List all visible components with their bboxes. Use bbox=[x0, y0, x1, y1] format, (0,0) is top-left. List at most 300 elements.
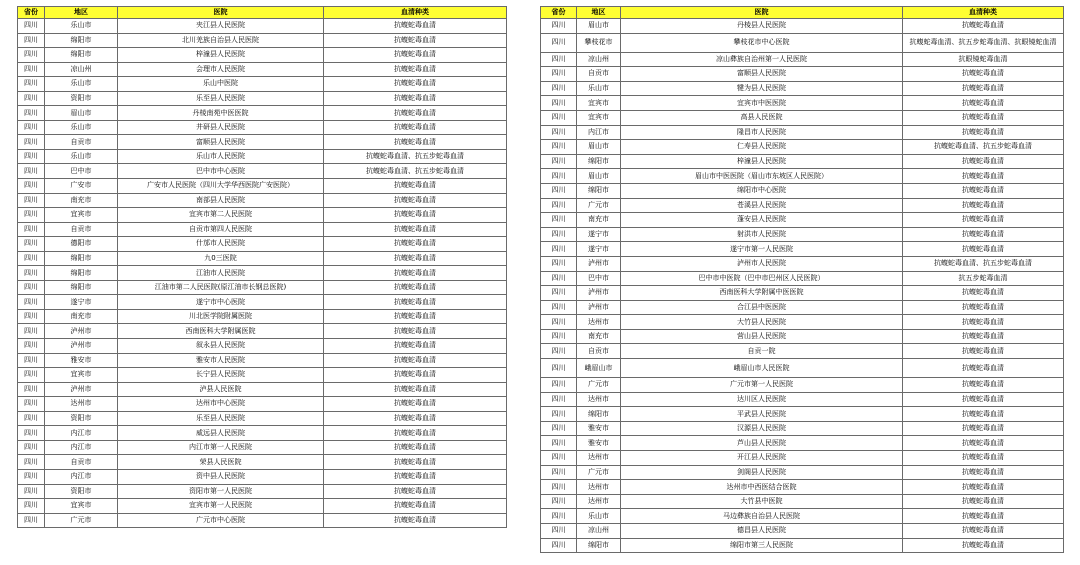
table-row bbox=[541, 480, 1064, 495]
hospital-cell: 梓潼县人民医院 bbox=[118, 48, 324, 63]
province-cell: 四川 bbox=[541, 480, 577, 495]
region-cell: 广元市 bbox=[577, 198, 621, 213]
serum-cell: 抗蝮蛇毒血清 bbox=[324, 135, 507, 150]
table-row bbox=[18, 469, 507, 484]
hospital-cell: 广元市中心医院 bbox=[118, 513, 324, 528]
province-cell: 四川 bbox=[18, 382, 45, 397]
table-row bbox=[541, 169, 1064, 184]
region-cell: 达州市 bbox=[45, 397, 118, 412]
table-row bbox=[541, 359, 1064, 378]
province-cell: 四川 bbox=[541, 198, 577, 213]
serum-cell: 抗蝮蛇毒血清 bbox=[324, 179, 507, 194]
serum-cell: 抗蝮蛇毒血清 bbox=[324, 455, 507, 470]
hospital-cell: 川北医学院附属医院 bbox=[118, 309, 324, 324]
serum-cell: 抗蝮蛇毒血清 bbox=[324, 222, 507, 237]
table-row bbox=[18, 62, 507, 77]
table-row bbox=[541, 213, 1064, 228]
serum-cell: 抗蝮蛇毒血清 bbox=[903, 407, 1064, 422]
serum-cell: 抗蝮蛇毒血清 bbox=[903, 465, 1064, 480]
province-cell: 四川 bbox=[18, 251, 45, 266]
region-cell: 绵阳市 bbox=[45, 280, 118, 295]
region-cell: 绵阳市 bbox=[577, 538, 621, 553]
province-cell: 四川 bbox=[18, 353, 45, 368]
region-cell: 乐山市 bbox=[45, 19, 118, 34]
region-cell: 内江市 bbox=[45, 469, 118, 484]
region-cell: 达州市 bbox=[577, 315, 621, 330]
province-cell: 四川 bbox=[18, 266, 45, 281]
hospital-cell: 开江县人民医院 bbox=[621, 451, 903, 466]
header-region: 地区 bbox=[45, 7, 118, 19]
serum-cell: 抗蝮蛇毒血清 bbox=[903, 19, 1064, 34]
hospital-cell: 剑阁县人民医院 bbox=[621, 465, 903, 480]
serum-cell: 抗蝮蛇毒血清 bbox=[903, 451, 1064, 466]
province-cell: 四川 bbox=[541, 494, 577, 509]
region-cell: 内江市 bbox=[577, 125, 621, 140]
hospital-cell: 广安市人民医院（四川大学华西医院广安医院） bbox=[118, 179, 324, 194]
table-row bbox=[541, 538, 1064, 553]
table-row bbox=[18, 368, 507, 383]
region-cell: 宜宾市 bbox=[45, 499, 118, 514]
table-row bbox=[541, 183, 1064, 198]
table-row bbox=[18, 397, 507, 412]
table-row bbox=[541, 300, 1064, 315]
region-cell: 宜宾市 bbox=[577, 96, 621, 111]
hospital-cell: 营山县人民医院 bbox=[621, 329, 903, 344]
serum-cell: 抗蝮蛇毒血清 bbox=[903, 509, 1064, 524]
region-cell: 凉山州 bbox=[577, 524, 621, 539]
province-cell: 四川 bbox=[541, 421, 577, 436]
serum-cell: 抗蝮蛇毒血清 bbox=[324, 77, 507, 92]
province-cell: 四川 bbox=[18, 295, 45, 310]
region-cell: 广元市 bbox=[577, 378, 621, 393]
province-cell: 四川 bbox=[541, 392, 577, 407]
table-row bbox=[541, 451, 1064, 466]
region-cell: 凉山州 bbox=[45, 62, 118, 77]
table-row bbox=[18, 440, 507, 455]
province-cell: 四川 bbox=[18, 77, 45, 92]
province-cell: 四川 bbox=[541, 451, 577, 466]
serum-cell: 抗蝮蛇毒血清 bbox=[324, 397, 507, 412]
region-cell: 宜宾市 bbox=[577, 110, 621, 125]
hospital-cell: 自贡市第四人民医院 bbox=[118, 222, 324, 237]
hospital-cell: 泸州市人民医院 bbox=[621, 256, 903, 271]
region-cell: 德阳市 bbox=[45, 237, 118, 252]
region-cell: 资阳市 bbox=[45, 91, 118, 106]
serum-cell: 抗蝮蛇毒血清 bbox=[324, 368, 507, 383]
region-cell: 巴中市 bbox=[577, 271, 621, 286]
hospital-cell: 平武县人民医院 bbox=[621, 407, 903, 422]
province-cell: 四川 bbox=[541, 67, 577, 82]
hospital-cell: 汉源县人民医院 bbox=[621, 421, 903, 436]
hospital-cell: 隆昌市人民医院 bbox=[621, 125, 903, 140]
table-row bbox=[541, 140, 1064, 155]
hospital-cell: 达川区人民医院 bbox=[621, 392, 903, 407]
region-cell: 达州市 bbox=[577, 494, 621, 509]
province-cell: 四川 bbox=[18, 426, 45, 441]
header-serum: 血清种类 bbox=[903, 7, 1064, 19]
serum-cell: 抗蝮蛇毒血清、抗五步蛇毒血清 bbox=[324, 149, 507, 164]
table-row bbox=[18, 411, 507, 426]
province-cell: 四川 bbox=[541, 154, 577, 169]
serum-cell: 抗蝮蛇毒血清 bbox=[324, 208, 507, 223]
table-row bbox=[18, 48, 507, 63]
serum-cell: 抗蝮蛇毒血清 bbox=[903, 183, 1064, 198]
hospital-cell: 犍为县人民医院 bbox=[621, 81, 903, 96]
province-cell: 四川 bbox=[541, 407, 577, 422]
hospital-cell: 绵阳市第三人民医院 bbox=[621, 538, 903, 553]
serum-cell: 抗蝮蛇毒血清 bbox=[903, 81, 1064, 96]
hospital-cell: 资中县人民医院 bbox=[118, 469, 324, 484]
table-row bbox=[541, 110, 1064, 125]
hospital-cell: 德昌县人民医院 bbox=[621, 524, 903, 539]
serum-cell: 抗蝮蛇毒血清 bbox=[903, 329, 1064, 344]
serum-cell: 抗蝮蛇毒血清 bbox=[324, 120, 507, 135]
hospital-cell: 内江市第一人民医院 bbox=[118, 440, 324, 455]
hospital-cell: 遂宁市中心医院 bbox=[118, 295, 324, 310]
hospital-cell: 丹棱南苑中医医院 bbox=[118, 106, 324, 121]
serum-cell: 抗蝮蛇毒血清 bbox=[324, 106, 507, 121]
hospital-cell: 高县人民医院 bbox=[621, 110, 903, 125]
province-cell: 四川 bbox=[18, 237, 45, 252]
hospital-cell: 宜宾市第二人民医院 bbox=[118, 208, 324, 223]
province-cell: 四川 bbox=[541, 436, 577, 451]
right-table-body bbox=[541, 19, 1064, 553]
region-cell: 绵阳市 bbox=[577, 154, 621, 169]
serum-cell: 抗蝮蛇毒血清 bbox=[903, 242, 1064, 257]
region-cell: 绵阳市 bbox=[577, 183, 621, 198]
hospital-cell: 叙永县人民医院 bbox=[118, 339, 324, 354]
left-table-body bbox=[18, 19, 507, 528]
hospital-cell: 巴中市中医院（巴中市巴州区人民医院） bbox=[621, 271, 903, 286]
hospital-cell: 夹江县人民医院 bbox=[118, 19, 324, 34]
region-cell: 绵阳市 bbox=[577, 407, 621, 422]
left-hospital-table bbox=[17, 6, 507, 528]
region-cell: 绵阳市 bbox=[45, 48, 118, 63]
region-cell: 泸州市 bbox=[577, 300, 621, 315]
hospital-cell: 梓潼县人民医院 bbox=[621, 154, 903, 169]
hospital-cell: 雅安市人民医院 bbox=[118, 353, 324, 368]
table-row bbox=[18, 353, 507, 368]
table-row bbox=[541, 421, 1064, 436]
table-row bbox=[541, 271, 1064, 286]
hospital-cell: 巴中市中心医院 bbox=[118, 164, 324, 179]
serum-cell: 抗蝮蛇毒血清 bbox=[324, 513, 507, 528]
hospital-cell: 什邡市人民医院 bbox=[118, 237, 324, 252]
table-row bbox=[18, 266, 507, 281]
region-cell: 巴中市 bbox=[45, 164, 118, 179]
serum-cell: 抗眼镜蛇毒血清 bbox=[903, 52, 1064, 67]
table-row bbox=[18, 222, 507, 237]
serum-cell: 抗蝮蛇毒血清 bbox=[324, 309, 507, 324]
province-cell: 四川 bbox=[541, 110, 577, 125]
region-cell: 广元市 bbox=[45, 513, 118, 528]
header-row bbox=[18, 7, 507, 19]
province-cell: 四川 bbox=[541, 140, 577, 155]
region-cell: 乐山市 bbox=[45, 77, 118, 92]
table-row bbox=[541, 81, 1064, 96]
serum-cell: 抗蝮蛇毒血清 bbox=[903, 392, 1064, 407]
serum-cell: 抗五步蛇毒血清 bbox=[903, 271, 1064, 286]
table-row bbox=[541, 524, 1064, 539]
region-cell: 资阳市 bbox=[45, 411, 118, 426]
serum-cell: 抗蝮蛇毒血清、抗五步蛇毒血清、抗眼镜蛇血清 bbox=[903, 33, 1064, 52]
hospital-cell: 丹棱县人民医院 bbox=[621, 19, 903, 34]
table-row bbox=[541, 509, 1064, 524]
province-cell: 四川 bbox=[541, 315, 577, 330]
region-cell: 南充市 bbox=[577, 213, 621, 228]
hospital-cell: 射洪市人民医院 bbox=[621, 227, 903, 242]
province-cell: 四川 bbox=[541, 509, 577, 524]
province-cell: 四川 bbox=[541, 96, 577, 111]
hospital-cell: 资阳市第一人民医院 bbox=[118, 484, 324, 499]
hospital-cell: 攀枝花市中心医院 bbox=[621, 33, 903, 52]
table-row bbox=[18, 91, 507, 106]
hospital-cell: 西南医科大学附属医院 bbox=[118, 324, 324, 339]
hospital-cell: 蓬安县人民医院 bbox=[621, 213, 903, 228]
serum-cell: 抗蝮蛇毒血清 bbox=[324, 91, 507, 106]
serum-cell: 抗蝮蛇毒血清 bbox=[324, 33, 507, 48]
region-cell: 乐山市 bbox=[577, 81, 621, 96]
table-row bbox=[541, 256, 1064, 271]
hospital-cell: 遂宁市第一人民医院 bbox=[621, 242, 903, 257]
table-row bbox=[18, 324, 507, 339]
province-cell: 四川 bbox=[541, 465, 577, 480]
province-cell: 四川 bbox=[541, 256, 577, 271]
table-row bbox=[541, 344, 1064, 359]
hospital-cell: 乐山市人民医院 bbox=[118, 149, 324, 164]
province-cell: 四川 bbox=[18, 368, 45, 383]
serum-cell: 抗蝮蛇毒血清 bbox=[903, 286, 1064, 301]
province-cell: 四川 bbox=[541, 242, 577, 257]
region-cell: 达州市 bbox=[577, 451, 621, 466]
serum-cell: 抗蝮蛇毒血清 bbox=[324, 411, 507, 426]
serum-cell: 抗蝮蛇毒血清 bbox=[903, 494, 1064, 509]
province-cell: 四川 bbox=[18, 164, 45, 179]
hospital-cell: 峨眉山市人民医院 bbox=[621, 359, 903, 378]
hospital-cell: 合江县中医医院 bbox=[621, 300, 903, 315]
serum-cell: 抗蝮蛇毒血清、抗五步蛇毒血清 bbox=[903, 256, 1064, 271]
table-row bbox=[541, 436, 1064, 451]
province-cell: 四川 bbox=[18, 48, 45, 63]
province-cell: 四川 bbox=[541, 329, 577, 344]
serum-cell: 抗蝮蛇毒血清 bbox=[324, 469, 507, 484]
province-cell: 四川 bbox=[18, 484, 45, 499]
hospital-cell: 达州市中西医结合医院 bbox=[621, 480, 903, 495]
region-cell: 南充市 bbox=[45, 309, 118, 324]
hospital-cell: 长宁县人民医院 bbox=[118, 368, 324, 383]
serum-cell: 抗蝮蛇毒血清、抗五步蛇毒血清 bbox=[903, 140, 1064, 155]
serum-cell: 抗蝮蛇毒血清 bbox=[903, 213, 1064, 228]
region-cell: 乐山市 bbox=[577, 509, 621, 524]
province-cell: 四川 bbox=[18, 309, 45, 324]
serum-cell: 抗蝮蛇毒血清 bbox=[903, 300, 1064, 315]
serum-cell: 抗蝮蛇毒血清 bbox=[324, 251, 507, 266]
table-row bbox=[541, 329, 1064, 344]
province-cell: 四川 bbox=[18, 91, 45, 106]
province-cell: 四川 bbox=[541, 300, 577, 315]
serum-cell: 抗蝮蛇毒血清 bbox=[324, 266, 507, 281]
table-row bbox=[541, 407, 1064, 422]
province-cell: 四川 bbox=[18, 179, 45, 194]
hospital-cell: 广元市第一人民医院 bbox=[621, 378, 903, 393]
table-row bbox=[18, 237, 507, 252]
table-row bbox=[541, 315, 1064, 330]
province-cell: 四川 bbox=[18, 499, 45, 514]
region-cell: 泸州市 bbox=[577, 286, 621, 301]
table-row bbox=[18, 164, 507, 179]
serum-cell: 抗蝮蛇毒血清 bbox=[903, 344, 1064, 359]
serum-cell: 抗蝮蛇毒血清 bbox=[324, 484, 507, 499]
table-row bbox=[18, 33, 507, 48]
table-row bbox=[18, 193, 507, 208]
province-cell: 四川 bbox=[541, 33, 577, 52]
serum-cell: 抗蝮蛇毒血清 bbox=[903, 110, 1064, 125]
table-row bbox=[541, 154, 1064, 169]
province-cell: 四川 bbox=[541, 19, 577, 34]
serum-cell: 抗蝮蛇毒血清 bbox=[324, 440, 507, 455]
table-row bbox=[541, 494, 1064, 509]
province-cell: 四川 bbox=[18, 411, 45, 426]
table-row bbox=[18, 106, 507, 121]
table-row bbox=[541, 96, 1064, 111]
table-row bbox=[541, 242, 1064, 257]
serum-cell: 抗蝮蛇毒血清 bbox=[324, 295, 507, 310]
region-cell: 乐山市 bbox=[45, 149, 118, 164]
region-cell: 绵阳市 bbox=[45, 251, 118, 266]
hospital-cell: 北川羌族自治县人民医院 bbox=[118, 33, 324, 48]
region-cell: 眉山市 bbox=[577, 19, 621, 34]
hospital-cell: 江油市第二人民医院(原江油市长钢总医院) bbox=[118, 280, 324, 295]
hospital-cell: 富顺县人民医院 bbox=[118, 135, 324, 150]
province-cell: 四川 bbox=[18, 222, 45, 237]
province-cell: 四川 bbox=[541, 286, 577, 301]
table-row bbox=[18, 120, 507, 135]
serum-cell: 抗蝮蛇毒血清 bbox=[903, 421, 1064, 436]
serum-cell: 抗蝮蛇毒血清 bbox=[324, 280, 507, 295]
province-cell: 四川 bbox=[18, 193, 45, 208]
region-cell: 乐山市 bbox=[45, 120, 118, 135]
region-cell: 绵阳市 bbox=[45, 33, 118, 48]
table-row bbox=[18, 77, 507, 92]
table-row bbox=[541, 52, 1064, 67]
region-cell: 自贡市 bbox=[45, 135, 118, 150]
header-row bbox=[541, 7, 1064, 19]
province-cell: 四川 bbox=[18, 120, 45, 135]
province-cell: 四川 bbox=[541, 169, 577, 184]
table-row bbox=[541, 67, 1064, 82]
province-cell: 四川 bbox=[541, 378, 577, 393]
region-cell: 凉山州 bbox=[577, 52, 621, 67]
province-cell: 四川 bbox=[18, 440, 45, 455]
serum-cell: 抗蝮蛇毒血清 bbox=[903, 227, 1064, 242]
hospital-cell: 宜宾市中医医院 bbox=[621, 96, 903, 111]
region-cell: 达州市 bbox=[577, 480, 621, 495]
province-cell: 四川 bbox=[18, 455, 45, 470]
table-row bbox=[541, 198, 1064, 213]
hospital-cell: 绵阳市中心医院 bbox=[621, 183, 903, 198]
province-cell: 四川 bbox=[18, 19, 45, 34]
hospital-cell: 苍溪县人民医院 bbox=[621, 198, 903, 213]
table-row bbox=[541, 227, 1064, 242]
province-cell: 四川 bbox=[541, 538, 577, 553]
hospital-cell: 九0三医院 bbox=[118, 251, 324, 266]
hospital-cell: 荣县人民医院 bbox=[118, 455, 324, 470]
table-row bbox=[541, 125, 1064, 140]
region-cell: 绵阳市 bbox=[45, 266, 118, 281]
hospital-cell: 西南医科大学附属中医医院 bbox=[621, 286, 903, 301]
province-cell: 四川 bbox=[541, 227, 577, 242]
serum-cell: 抗蝮蛇毒血清 bbox=[324, 62, 507, 77]
serum-cell: 抗蝮蛇毒血清、抗五步蛇毒血清 bbox=[324, 164, 507, 179]
region-cell: 遂宁市 bbox=[577, 227, 621, 242]
hospital-cell: 乐至县人民医院 bbox=[118, 411, 324, 426]
serum-cell: 抗蝮蛇毒血清 bbox=[324, 237, 507, 252]
region-cell: 眉山市 bbox=[577, 140, 621, 155]
header-province: 省份 bbox=[18, 7, 45, 19]
province-cell: 四川 bbox=[541, 213, 577, 228]
region-cell: 自贡市 bbox=[577, 344, 621, 359]
header-hospital: 医院 bbox=[118, 7, 324, 19]
serum-cell: 抗蝮蛇毒血清 bbox=[903, 378, 1064, 393]
region-cell: 泸州市 bbox=[577, 256, 621, 271]
region-cell: 自贡市 bbox=[45, 222, 118, 237]
region-cell: 南充市 bbox=[577, 329, 621, 344]
province-cell: 四川 bbox=[18, 149, 45, 164]
table-row bbox=[18, 499, 507, 514]
hospital-cell: 泸县人民医院 bbox=[118, 382, 324, 397]
table-row bbox=[541, 465, 1064, 480]
province-cell: 四川 bbox=[18, 513, 45, 528]
table-row bbox=[541, 378, 1064, 393]
hospital-cell: 凉山彝族自治州第一人民医院 bbox=[621, 52, 903, 67]
province-cell: 四川 bbox=[18, 324, 45, 339]
table-row bbox=[541, 286, 1064, 301]
region-cell: 泸州市 bbox=[45, 324, 118, 339]
table-row bbox=[18, 339, 507, 354]
province-cell: 四川 bbox=[18, 339, 45, 354]
hospital-cell: 大竹县人民医院 bbox=[621, 315, 903, 330]
region-cell: 宜宾市 bbox=[45, 208, 118, 223]
serum-cell: 抗蝮蛇毒血清 bbox=[324, 193, 507, 208]
hospital-cell: 马边彝族自治县人民医院 bbox=[621, 509, 903, 524]
header-hospital: 医院 bbox=[621, 7, 903, 19]
serum-cell: 抗蝮蛇毒血清 bbox=[903, 538, 1064, 553]
region-cell: 内江市 bbox=[45, 440, 118, 455]
serum-cell: 抗蝮蛇毒血清 bbox=[903, 96, 1064, 111]
serum-cell: 抗蝮蛇毒血清 bbox=[903, 67, 1064, 82]
table-row bbox=[18, 179, 507, 194]
region-cell: 广安市 bbox=[45, 179, 118, 194]
province-cell: 四川 bbox=[18, 33, 45, 48]
region-cell: 雅安市 bbox=[577, 436, 621, 451]
region-cell: 内江市 bbox=[45, 426, 118, 441]
region-cell: 泸州市 bbox=[45, 339, 118, 354]
region-cell: 宜宾市 bbox=[45, 368, 118, 383]
serum-cell: 抗蝮蛇毒血清 bbox=[324, 48, 507, 63]
hospital-cell: 自贡一院 bbox=[621, 344, 903, 359]
serum-cell: 抗蝮蛇毒血清 bbox=[903, 436, 1064, 451]
table-row bbox=[18, 382, 507, 397]
table-row bbox=[18, 19, 507, 34]
serum-cell: 抗蝮蛇毒血清 bbox=[903, 198, 1064, 213]
region-cell: 达州市 bbox=[577, 392, 621, 407]
hospital-cell: 会理市人民医院 bbox=[118, 62, 324, 77]
region-cell: 自贡市 bbox=[577, 67, 621, 82]
hospital-cell: 达州市中心医院 bbox=[118, 397, 324, 412]
table-row bbox=[18, 455, 507, 470]
region-cell: 攀枝花市 bbox=[577, 33, 621, 52]
table-row bbox=[18, 295, 507, 310]
